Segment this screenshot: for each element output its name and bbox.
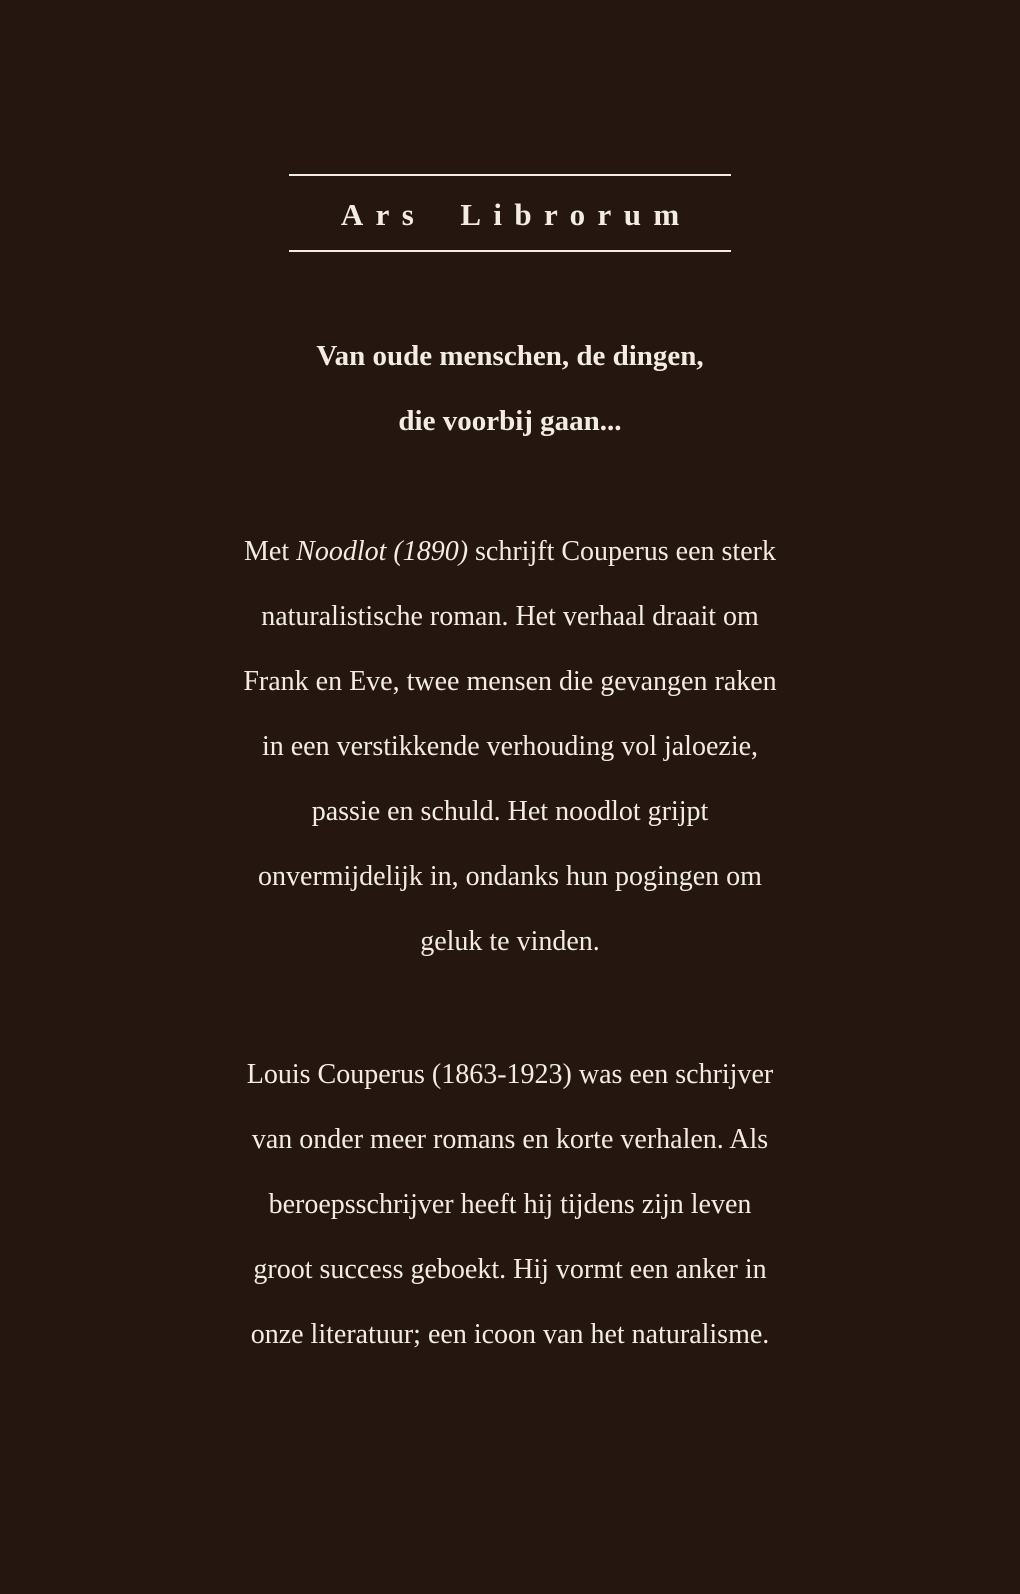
author-bio-paragraph <box>130 1042 890 1367</box>
book-title-line-2: die voorbij gaan... <box>398 405 622 437</box>
synopsis-line <box>130 519 890 584</box>
bio-line: beroepsschrijver heeft hij tijdens zijn leven <box>268 1189 752 1220</box>
bio-line: onze literatuur; een icoon van het naturalisme. <box>250 1319 770 1350</box>
synopsis-line1-prefix: Met <box>244 536 297 567</box>
bio-line: Louis Couperus (1863-1923) was een schrijver <box>246 1059 774 1090</box>
book-title <box>316 324 703 454</box>
synopsis-line: in een verstikkende verhouding vol jaloezie, <box>261 731 759 762</box>
synopsis-line1-suffix: schrijft Couperus een sterk <box>468 536 776 567</box>
referenced-work-title: Noodlot (1890) <box>296 536 469 567</box>
synopsis-line: geluk te vinden. <box>420 926 600 957</box>
bio-line: van onder meer romans en korte verhalen. Als <box>251 1124 769 1155</box>
synopsis-paragraph <box>130 519 890 974</box>
synopsis-line: naturalistische roman. Het verhaal draait om <box>261 601 759 632</box>
synopsis-line: passie en schuld. Het noodlot grijpt <box>311 796 709 827</box>
publisher-imprint-box <box>289 174 731 252</box>
synopsis-line: Frank en Eve, twee mensen die gevangen raken <box>243 666 777 697</box>
synopsis-line: onvermijdelijk in, ondanks hun pogingen om <box>258 861 762 892</box>
bio-line: groot success geboekt. Hij vormt een anker in <box>253 1254 767 1285</box>
publisher-imprint-name: Ars Librorum <box>340 197 692 232</box>
book-title-line-1: Van oude menschen, de dingen, <box>316 340 704 372</box>
